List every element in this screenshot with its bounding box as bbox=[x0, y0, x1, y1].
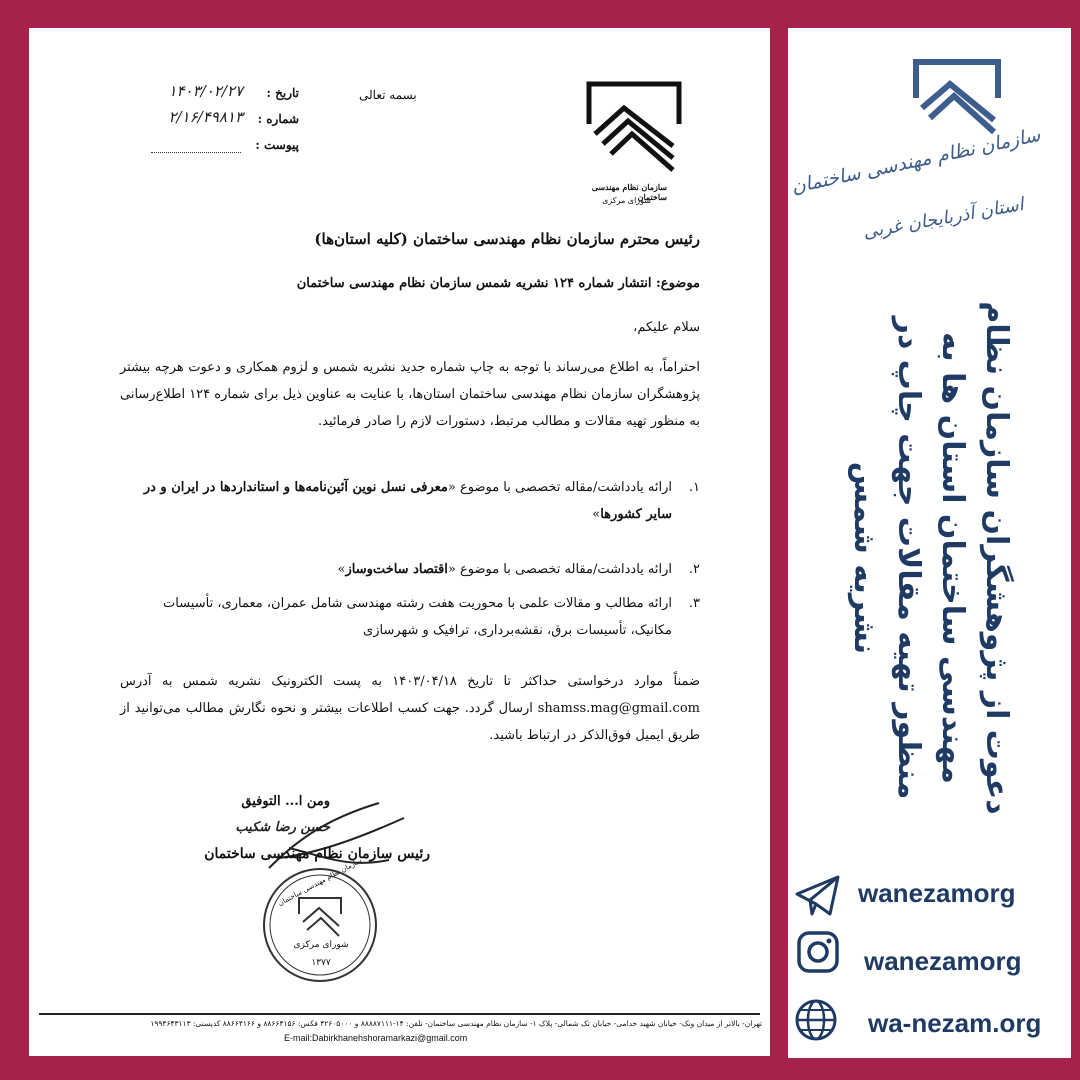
letter-page bbox=[29, 28, 770, 1056]
stamp-year: ۱۳۷۷ bbox=[311, 958, 331, 968]
side-panel bbox=[788, 28, 1071, 1058]
list-item-text: ارائه یادداشت/مقاله تخصصی با موضوع « bbox=[447, 480, 672, 495]
telegram-handle[interactable]: wanezamorg bbox=[858, 878, 1016, 908]
bismillah: بسمه تعالی bbox=[359, 88, 417, 102]
headline: دعوت از پژوهشگران سازمان نظام مهندسی ساختمان استان ها به منظور تهیه مقالات جهت چاپ در نشریه شمس bbox=[846, 301, 1014, 815]
paragraph-request: احتراماً، به اطلاع می‌رساند با توجه به چاپ شماره جدید نشریه شمس و لزوم همکاری و دعوت هرچه بیشتر پژوهشگران سازمان نظام مهندسی ساختمان استان‌ها، با عنایت به عناوین ذیل برای شماره ۱۲۴ اطلاع‌رسانی به منظور تهیه مقالات و مطالب مرتبط، دستورات لازم را صادر فرمائید. bbox=[120, 360, 700, 429]
signer-title: رئیس سازمان نظام مهندسی ساختمان bbox=[204, 846, 430, 862]
org-logo bbox=[569, 76, 699, 216]
social-telegram[interactable] bbox=[788, 866, 1071, 922]
closing: ومن ا... التوفیق bbox=[241, 794, 330, 809]
headline-container bbox=[788, 278, 1071, 838]
social-website[interactable] bbox=[788, 992, 1071, 1048]
number-value: ۲/۱۶/۴۹۸۱۳ bbox=[168, 108, 243, 126]
list-item-topic: معرفی نسل نوین آئین‌نامه‌ها و استانداردها در ایران و در سایر کشورها bbox=[143, 480, 672, 522]
globe-icon[interactable] bbox=[794, 998, 838, 1042]
paragraph-deadline: ضمناً موارد درخواستی حداکثر تا تاریخ ۱۴۰۳/۰۴/۱۸ به پست الکترونیک نشریه شمس به آدرس shamss.mag@gmail.com ارسال گردد. جهت کسب اطلاعات بیشتر و نحوه نگارش مطالب می‌توانید از طریق ایمیل فوق‌الذکر در ارتباط باشید. bbox=[120, 674, 700, 743]
list-item bbox=[120, 474, 700, 528]
list-item bbox=[120, 556, 700, 583]
stamp-mid-text: شورای مرکزی bbox=[293, 940, 349, 950]
meta-block bbox=[129, 80, 299, 160]
number-label: شماره : bbox=[257, 112, 299, 126]
footer-address: تهران- بالاتر از میدان ونک- خیابان شهید خدامی- خیابان تک شمالی- پلاک ۱- سازمان نظام مهندسی ساختمان- تلفن: ۱۴-۸۸۸۸۷۱۱۱ و ۴۲۶۰۵۰۰۰ فکس: ۸۸۶۶۴۱۵۶ و ۸۸۶۶۴۱۶۶ کدپستی: ۱۹۹۴۶۴۳۱۱۳ bbox=[150, 1019, 762, 1028]
instagram-icon[interactable] bbox=[796, 930, 840, 974]
footer-divider bbox=[39, 1013, 760, 1015]
list-item-text: ارائه یادداشت/مقاله تخصصی با موضوع « bbox=[447, 562, 672, 577]
brand-logo-line1: سازمان نظام مهندسی ساختمان bbox=[789, 123, 1043, 199]
footer-email: E-mail:Dabirkhanehshoramarkazi@gmail.com bbox=[284, 1033, 468, 1043]
signer-name: حسن رضا شکیب bbox=[235, 820, 330, 835]
list-item-close: » bbox=[337, 562, 346, 577]
telegram-icon[interactable] bbox=[794, 874, 842, 918]
instagram-handle[interactable]: wanezamorg bbox=[864, 946, 1022, 976]
list-item-number: ۳. bbox=[688, 596, 700, 611]
list-item-number: ۲. bbox=[688, 562, 700, 577]
list-item-topic: اقتصاد ساخت‌وساز bbox=[345, 562, 448, 577]
website-url[interactable]: wa-nezam.org bbox=[868, 1008, 1042, 1038]
official-stamp bbox=[261, 856, 379, 984]
date-label: تاریخ : bbox=[266, 86, 299, 100]
list-item-text: ارائه مطالب و مقالات علمی با محوریت هفت رشته مهندسی شامل عمران، معماری، تأسیسات مکانیک، تأسیسات برق، نقشه‌برداری، ترافیک و شهرسازی bbox=[163, 596, 672, 638]
subject: موضوع: انتشار شماره ۱۲۴ نشریه شمس سازمان نظام مهندسی ساختمان bbox=[296, 276, 700, 291]
org-logo-name: سازمان نظام مهندسی ساختمان bbox=[591, 182, 667, 202]
brand-logo-icon bbox=[902, 58, 1012, 138]
org-logo-sub: شورای مرکزی bbox=[602, 196, 651, 205]
list-item bbox=[120, 590, 700, 644]
attachment-label: پیوست : bbox=[255, 138, 299, 152]
social-instagram[interactable] bbox=[788, 926, 1071, 982]
brand-logo-line2: استان آذربایجان غربی bbox=[861, 194, 1026, 243]
addressee: رئیس محترم سازمان نظام مهندسی ساختمان (کلیه استان‌ها) bbox=[314, 230, 700, 248]
list-item-close: » bbox=[592, 507, 601, 522]
list-item-number: ۱. bbox=[688, 480, 700, 495]
org-logo-icon bbox=[569, 76, 699, 176]
stamp-top-text: سازمان نظام مهندسی ساختمان bbox=[276, 856, 364, 908]
date-value: ۱۴۰۳/۰۲/۲۷ bbox=[168, 82, 243, 100]
greeting: سلام علیکم، bbox=[633, 320, 700, 335]
attachment-dotted-line bbox=[151, 152, 241, 153]
brand-logo bbox=[789, 58, 1053, 258]
